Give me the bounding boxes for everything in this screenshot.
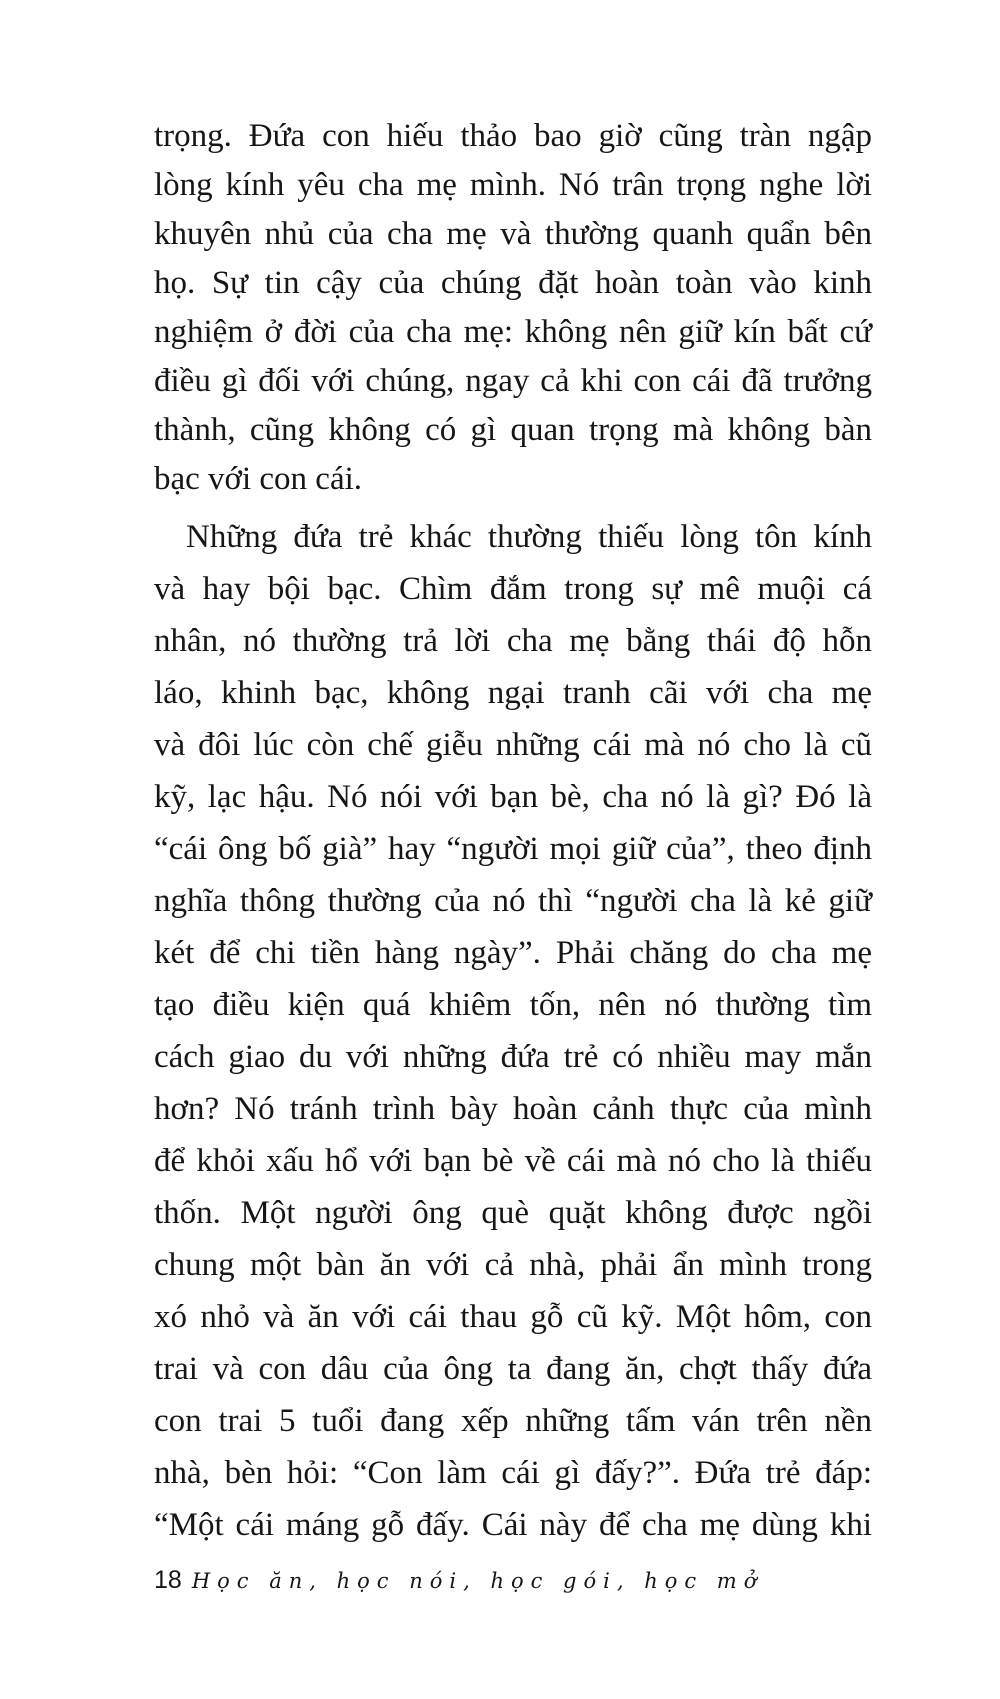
text-line: cách giao du với những đứa trẻ có nhiều may mắn xyxy=(154,1039,872,1075)
text-line: để khỏi xấu hổ với bạn bè về cái mà nó cho là thiếu xyxy=(154,1143,872,1179)
text-line: con trai 5 tuổi đang xếp những tấm ván trên nền xyxy=(154,1403,872,1439)
text-line: tạo điều kiện quá khiêm tốn, nên nó thường tìm xyxy=(154,987,872,1023)
text-line: họ. Sự tin cậy của chúng đặt hoàn toàn vào kinh xyxy=(154,265,872,301)
text-line: trai và con dâu của ông ta đang ăn, chợt thấy đứa xyxy=(154,1351,872,1387)
text-line: Những đứa trẻ khác thường thiếu lòng tôn kính xyxy=(186,519,872,555)
text-line: lòng kính yêu cha mẹ mình. Nó trân trọng nghe lời xyxy=(154,167,872,203)
page-number: 18 xyxy=(154,1566,182,1594)
paragraph-2 xyxy=(154,511,872,1551)
text-line: xó nhỏ và ăn với cái thau gỗ cũ kỹ. Một hôm, con xyxy=(154,1299,872,1335)
text-line: bạc với con cái. xyxy=(154,461,363,497)
text-line: kỹ, lạc hậu. Nó nói với bạn bè, cha nó là gì? Đó là xyxy=(154,779,872,815)
running-title: Học ăn, học nói, học gói, học mở xyxy=(191,1569,764,1593)
text-line: khuyên nhủ của cha mẹ và thường quanh quẩn bên xyxy=(154,216,872,252)
text-line: nhà, bèn hỏi: “Con làm cái gì đấy?”. Đứa trẻ đáp: xyxy=(154,1455,872,1491)
text-line: nghiệm ở đời của cha mẹ: không nên giữ kín bất cứ xyxy=(154,314,872,350)
text-line: thốn. Một người ông què quặt không được ngồi xyxy=(154,1195,872,1231)
text-line: nhân, nó thường trả lời cha mẹ bằng thái độ hỗn xyxy=(154,623,872,659)
paragraph-1 xyxy=(154,112,872,504)
text-line: láo, khinh bạc, không ngại tranh cãi với cha mẹ xyxy=(154,675,872,711)
text-line: hơn? Nó tránh trình bày hoàn cảnh thực của mình xyxy=(154,1091,872,1127)
text-line: và đôi lúc còn chế giễu những cái mà nó cho là cũ xyxy=(154,727,872,763)
page-footer xyxy=(154,1566,763,1595)
text-line: két để chi tiền hàng ngày”. Phải chăng do cha mẹ xyxy=(154,935,872,971)
text-line: điều gì đối với chúng, ngay cả khi con cái đã trưởng xyxy=(154,363,872,399)
text-line: “Một cái máng gỗ đấy. Cái này để cha mẹ dùng khi xyxy=(154,1507,872,1543)
text-line: chung một bàn ăn với cả nhà, phải ẩn mình trong xyxy=(154,1247,872,1283)
text-line: trọng. Đứa con hiếu thảo bao giờ cũng tràn ngập xyxy=(154,118,872,154)
text-line: thành, cũng không có gì quan trọng mà không bàn xyxy=(154,412,872,448)
text-line: nghĩa thông thường của nó thì “người cha là kẻ giữ xyxy=(154,883,872,919)
text-line: và hay bội bạc. Chìm đắm trong sự mê muội cá xyxy=(154,571,872,607)
text-line: “cái ông bố già” hay “người mọi giữ của”, theo định xyxy=(154,831,872,867)
